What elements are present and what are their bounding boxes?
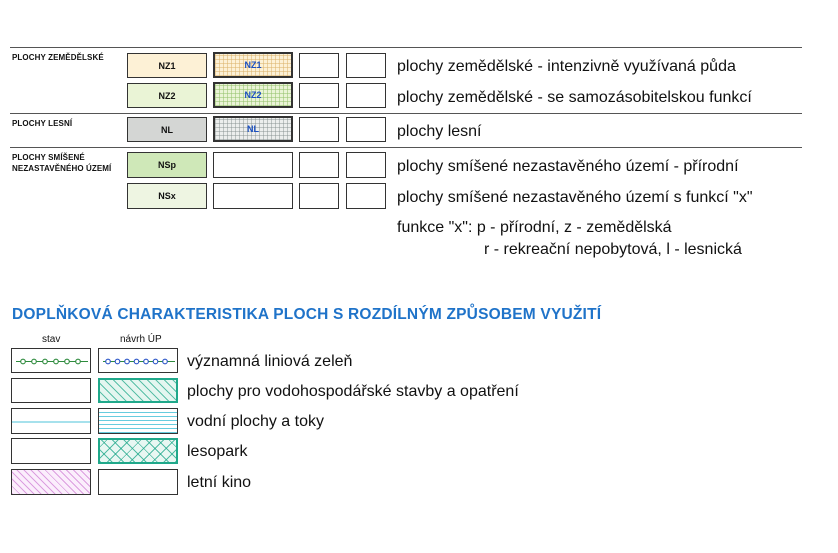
legend-empty-box [346,83,386,108]
summer-cinema-stav-symbol [11,469,91,495]
legend-empty-box [299,152,339,178]
legend-empty-box [346,117,386,142]
legend-empty-box [346,183,386,209]
legend-item-label: lesopark [187,443,248,460]
divider [10,113,802,114]
function-note-line1: funkce "x": p - přírodní, z - zemědělská [397,219,672,236]
legend-description: plochy smíšené nezastavěného území s funkcí "x" [397,189,753,206]
legend-empty-box [346,152,386,178]
legend-description: plochy zemědělské - se samozásobitelskou funkcí [397,89,752,106]
section-title: DOPLŇKOVÁ CHARAKTERISTIKA PLOCH S ROZDÍLNÝM ZPŮSOBEM VYUŽITÍ [12,306,602,323]
legend-code-nz1-stav: NZ1 [127,53,207,78]
category-label-agricultural: PLOCHY ZEMĚDĚLSKÉ [12,53,104,62]
divider [10,147,802,148]
legend-empty-box [213,183,293,209]
summer-cinema-navrh-symbol [98,469,178,495]
forest-park-stav-symbol [11,438,91,464]
legend-code-nsx-stav: NSx [127,183,207,209]
legend-item-label: letní kino [187,474,252,491]
column-header-navrh: návrh ÚP [120,334,162,345]
water-area-stav-symbol [11,408,91,434]
water-area-navrh-symbol [98,408,178,434]
legend-code-nz1-navrh: NZ1 [213,52,293,78]
legend-description: plochy zemědělské - intenzivně využívaná půda [397,58,736,75]
legend-empty-box [213,152,293,178]
legend-code-nl-stav: NL [127,117,207,142]
legend-item-label: plochy pro vodohospodářské stavby a opatření [187,383,519,400]
legend-code-nz2-stav: NZ2 [127,83,207,108]
legend-description: plochy lesní [397,123,482,140]
legend-empty-box [346,53,386,78]
legend-item-label: významná liniová zeleň [187,353,353,370]
legend-empty-box [299,83,339,108]
legend-code-nsp-stav: NSp [127,152,207,178]
legend-empty-box [299,117,339,142]
divider-top [10,47,802,48]
function-note-line2: r - rekreační nepobytová, l - lesnická [484,241,742,258]
legend-code-nl-navrh: NL [213,116,293,142]
category-label-mixed-line2: NEZASTAVĚNÉHO ÚZEMÍ [12,164,112,173]
legend-empty-box [299,53,339,78]
green-line-stav-symbol [11,348,91,373]
legend-code-nz2-navrh: NZ2 [213,82,293,108]
green-line-navrh-symbol [98,348,178,373]
water-management-navrh-symbol [98,378,178,403]
legend-item-label: vodní plochy a toky [187,413,324,430]
legend-empty-box [299,183,339,209]
water-management-stav-symbol [11,378,91,403]
column-header-stav: stav [42,334,61,345]
forest-park-navrh-symbol [98,438,178,464]
category-label-forest: PLOCHY LESNÍ [12,119,73,128]
legend-description: plochy smíšené nezastavěného území - přírodní [397,158,739,175]
category-label-mixed-line1: PLOCHY SMÍŠENÉ [12,153,85,162]
